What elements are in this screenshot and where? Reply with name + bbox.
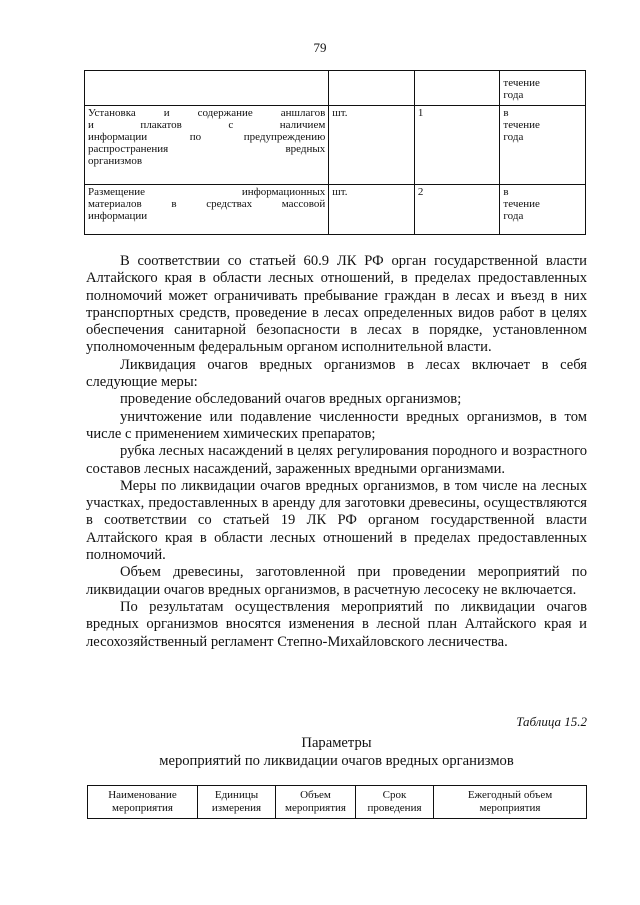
term-line: года [503,131,524,143]
unit-cell: шт. [329,185,415,235]
term-line: в [503,186,509,198]
measures-table [84,70,586,235]
header-line: мероприятия [285,802,346,814]
term-line: течение [503,198,540,210]
header-line: мероприятия [479,802,541,814]
unit-cell [329,71,415,106]
measure-name-line: и плакатов с наличием [88,119,326,131]
paragraph: По результатам осуществления мероприятий по ликвидации очагов вредных организмов вносятся изменения в лесной план Алтайского края и лесохозяйственный регламент Степно-Михайловского лесничества. [86,598,587,650]
measure-name-line: Размещение информационных [88,186,326,198]
measure-name-cell [85,185,329,235]
term-cell [500,106,586,185]
header-line: проведения [367,802,422,814]
header-cell [198,786,276,819]
page-number: 79 [313,40,327,55]
term-line: года [503,210,524,222]
table-row [85,185,586,235]
paragraph: уничтожение или подавление численности вредных организмов, в том числе с применением химических препаратов; [86,408,587,442]
measure-name-line: информации по предупреждению [88,131,326,143]
measure-name-line: организмов [88,155,143,167]
header-line: Наименование [108,789,177,801]
body-text [86,253,587,651]
paragraph: В соответствии со статьей 60.9 ЛК РФ орган государственной власти Алтайского края в области лесных отношений, в пределах предоставленных полномочий может ограничивать пребывание граждан в лесах и въезд в них транспортных средств, проведение в лесах определенных видов работ в целях обеспечения санитарной безопасности в лесах в порядке, установленном уполномоченным федеральным органом исполнительной власти. [86,253,587,356]
paragraph: Меры по ликвидации очагов вредных организмов, в том числе на лесных участках, предоставленных в аренду для заготовки древесины, осуществляются в соответствии со статьей 19 ЛК РФ органом государственной власти Алтайского края в области лесных отношений в пределах предоставленных полномочий. [86,477,587,564]
paragraph: Объем древесины, заготовленной при проведении мероприятий по ликвидации очагов вредных организмов, в расчетную лесосеку не включается. [86,564,587,598]
paragraph: проведение обследований очагов вредных организмов; [120,391,462,408]
header-line: Срок [382,789,407,801]
quantity-cell [414,71,500,106]
measure-name-line: распространения вредных [88,143,326,155]
header-line: Ежегодный объем [467,789,553,801]
paragraph: рубка лесных насаждений в целях регулирования породного и возрастного составов лесных насаждений, зараженных вредными организмами. [86,443,587,477]
params-title: Параметры [301,735,372,751]
header-line: Единицы [214,789,259,801]
header-line: измерения [211,802,262,814]
term-line: в [503,107,509,119]
paragraph: Ликвидация очагов вредных организмов в лесах включает в себя следующие меры: [86,356,587,391]
measure-name-line: информации [88,210,148,222]
table-header-row [88,786,587,819]
term-cell [500,185,586,235]
unit-cell: шт. [329,106,415,185]
term-line: течение [503,77,540,89]
header-cell [356,786,434,819]
header-cell [434,786,587,819]
term-line: течение [503,119,540,131]
term-line: года [503,89,524,101]
table-caption: Таблица 15.2 [516,714,587,729]
header-line: мероприятия [112,802,173,814]
header-cell [88,786,198,819]
header-cell [276,786,356,819]
header-line: Объем [300,789,331,801]
measure-name-cell [85,106,329,185]
measure-name-cell [85,71,329,106]
parameters-table [87,785,587,819]
params-heading [86,734,587,770]
table-row [85,106,586,185]
quantity-cell: 1 [414,106,500,185]
params-subtitle: мероприятий по ликвидации очагов вредных организмов [159,753,514,769]
term-cell [500,71,586,106]
table-row [85,71,586,106]
quantity-cell: 2 [414,185,500,235]
measure-name-line: Установка и содержание аншлагов [88,107,326,119]
measure-name-line: материалов в средствах массовой [88,198,326,210]
